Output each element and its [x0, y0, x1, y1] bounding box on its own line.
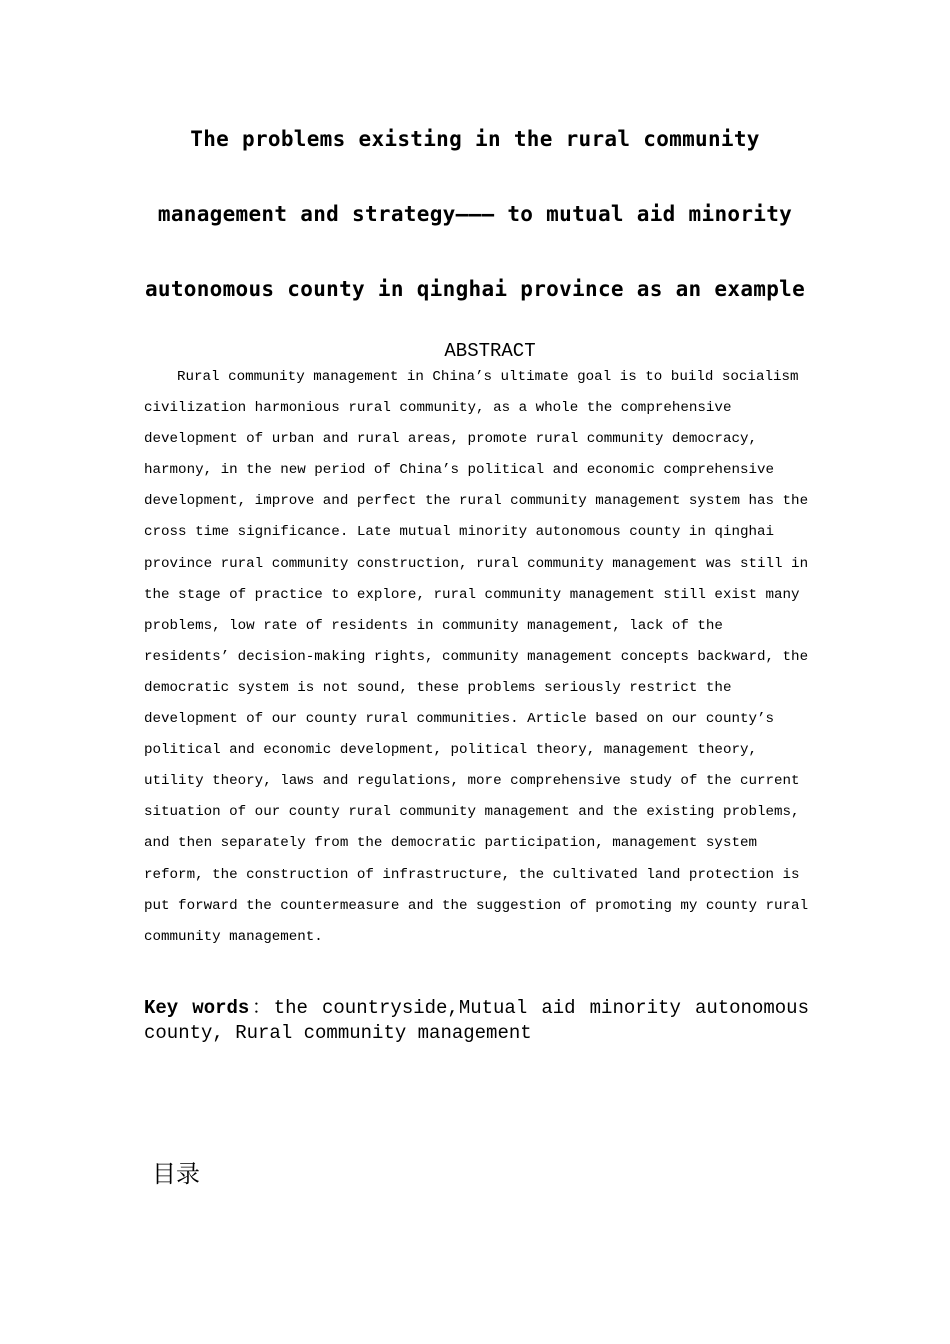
keywords-separator: ：: [249, 997, 274, 1019]
title-line-2: management and strategy——— to mutual aid minority: [157, 202, 793, 226]
keywords-text: the countryside,Mutual aid minority autonomous county, Rural community management: [144, 997, 809, 1044]
keywords-paragraph: [144, 996, 809, 1046]
title-line-3: autonomous county in qinghai province as an example: [144, 277, 806, 301]
keywords-label: Key words: [144, 997, 250, 1019]
toc-heading: 目录: [152, 1160, 200, 1188]
abstract-body: Rural community management in China’s ultimate goal is to build socialism civilization harmonious rural community, as a whole the comprehensive development of urban and rural areas, promote rural community democracy, harmony, in the new period of China’s political and economic comprehensive development, improve and perfect the rural community management system has the cross time significance. Late mutual minority autonomous county in qinghai province rural community construction, rural community management was still in the stage of practice to explore, rural community management still exist many problems, low rate of residents in community management, lack of the residents’ decision-making rights, community management concepts backward, the democratic system is not sound, these problems seriously restrict the development of our county rural communities. Article based on our county’s political and economic development, political theory, management theory, utility theory, laws and regulations, more comprehensive study of the current situation of our county rural community management and the existing problems, and then separately from the democratic participation, management system reform, the construction of infrastructure, the cultivated land protection is put forward the countermeasure and the suggestion of promoting my county rural community management.: [144, 369, 809, 945]
abstract-heading: ABSTRACT: [444, 340, 536, 362]
title-line-1: The problems existing in the rural community: [190, 127, 760, 151]
